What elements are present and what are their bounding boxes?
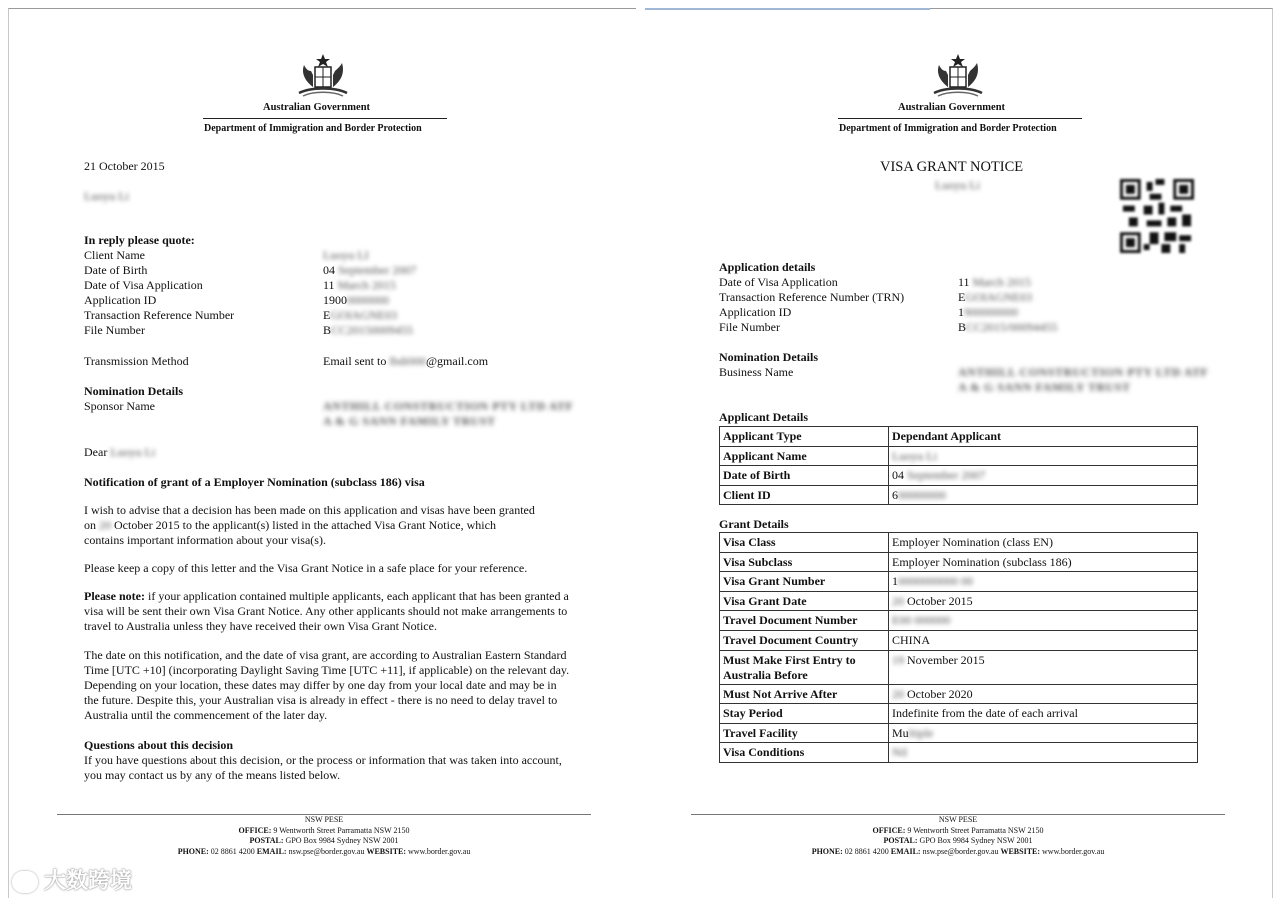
department-name: Department of Immigration and Border Protection [839, 123, 1057, 134]
application-heading: Application details [719, 260, 816, 274]
sponsor-label: Sponsor Name [84, 399, 155, 413]
footer-contact: PHONE: 02 8861 4200 EMAIL: nsw.pse@border.gov.au WEBSITE: www.border.gov.au [177, 846, 471, 856]
salutation: Dear Luoyu Li [84, 445, 156, 459]
table-value: Multiple [889, 723, 1198, 743]
application-label: Date of Visa Application [719, 275, 838, 289]
table-value: Dependant Applicant [889, 427, 1198, 447]
table-value: 10000000000 00 [889, 572, 1198, 592]
header-rule [838, 118, 1082, 119]
questions-heading: Questions about this decision [84, 738, 234, 752]
paragraph-2: Please keep a copy of this letter and the Visa Grant Notice in a safe place for your reference. [84, 561, 528, 575]
table-key: Must Make First Entry to Australia Before [720, 650, 889, 684]
grant-table [719, 532, 1198, 763]
notice-subtitle: Luoyu Li [935, 178, 980, 192]
application-value: 11 March 2015 [958, 275, 1031, 289]
table-value: 19 November 2015 [889, 650, 1198, 684]
table-key: Visa Grant Date [720, 591, 889, 611]
table-row [720, 650, 1198, 684]
quote-label: Application ID [84, 293, 157, 307]
table-value: Employer Nomination (subclass 186) [889, 552, 1198, 572]
sponsor-name-line-1: ANTHILL CONSTRUCTION PTY LTD ATF [323, 399, 574, 413]
table-key: Stay Period [720, 704, 889, 724]
application-value: 1900000000 [958, 305, 1018, 319]
table-row [720, 466, 1198, 486]
quote-label: Date of Visa Application [84, 278, 203, 292]
quote-label: Client Name [84, 248, 145, 262]
table-row [720, 723, 1198, 743]
footer-contact: PHONE: 02 8861 4200 EMAIL: nsw.pse@border.gov.au WEBSITE: www.border.gov.au [811, 846, 1105, 856]
footer [691, 815, 1225, 857]
notice-page [645, 8, 1273, 898]
table-row [720, 572, 1198, 592]
application-value: EGOIAGNE03 [958, 290, 1032, 304]
footer-office: OFFICE: 9 Wentworth Street Parramatta NSW 2150 [872, 825, 1044, 835]
paragraph-3: Please note: if your application contained multiple applicants, each applicant that has been granted a visa will be sent their own Visa Grant Notice. Any other applicants should not make arrangements to travel to Australia unless they have received their own Visa Grant Notice. [84, 589, 569, 633]
table-row [720, 485, 1198, 505]
letter-page [8, 8, 636, 898]
quote-value: 04 September 2007 [323, 263, 417, 277]
table-value: Employer Nomination (class EN) [889, 533, 1198, 553]
grant-heading: Grant Details [719, 517, 789, 531]
business-label: Business Name [719, 365, 794, 379]
table-value: Luoyu Li [889, 446, 1198, 466]
quote-label: Transaction Reference Number [84, 308, 235, 322]
table-row [720, 611, 1198, 631]
table-value: CHINA [889, 630, 1198, 650]
table-key: Visa Grant Number [720, 572, 889, 592]
paragraph-1-line-3: contains important information about your visa(s). [84, 533, 326, 547]
table-key: Client ID [720, 485, 889, 505]
gov-name: Australian Government [898, 102, 1006, 113]
scroll-indicator [645, 8, 930, 10]
transmission-label: Transmission Method [84, 354, 189, 368]
table-row [720, 552, 1198, 572]
department-name: Department of Immigration and Border Protection [204, 123, 422, 134]
table-row [720, 630, 1198, 650]
table-key: Must Not Arrive After [720, 684, 889, 704]
table-key: Visa Subclass [720, 552, 889, 572]
notification-title: Notification of grant of a Employer Nomination (subclass 186) visa [84, 475, 425, 489]
quote-value: Luoyu LI [323, 248, 369, 262]
footer-office: OFFICE: 9 Wentworth Street Parramatta NSW 2150 [238, 825, 410, 835]
table-value: 04 September 2007 [889, 466, 1198, 486]
table-key: Visa Class [720, 533, 889, 553]
application-value: BCC2015/00094455 [958, 320, 1058, 334]
addressee: Luoyu Li [84, 189, 129, 203]
watermark-logo-icon [12, 871, 38, 893]
coat-of-arms-icon [926, 51, 990, 101]
coat-of-arms-icon [291, 51, 355, 101]
table-row [720, 427, 1198, 447]
letter-date: 21 October 2015 [84, 159, 165, 173]
footer-office-name: NSW PESE [938, 815, 978, 824]
footer-postal: POSTAL: GPO Box 9984 Sydney NSW 2001 [249, 836, 399, 845]
quote-label: File Number [84, 323, 145, 337]
table-row [720, 446, 1198, 466]
business-name-line-2: A & G SANN FAMILY TRUST [958, 380, 1131, 394]
gov-name: Australian Government [263, 102, 371, 113]
quote-value: 11 March 2015 [323, 278, 396, 292]
quote-value: BCC20150009455 [323, 323, 414, 337]
table-key: Applicant Type [720, 427, 889, 447]
notice-title: VISA GRANT NOTICE [880, 159, 1024, 175]
applicant-table [719, 426, 1198, 505]
table-value: 600000000 [889, 485, 1198, 505]
application-label: Transaction Reference Number (TRN) [719, 290, 905, 304]
footer-postal: POSTAL: GPO Box 9984 Sydney NSW 2001 [883, 836, 1033, 845]
nomination-heading: Nomination Details [84, 384, 183, 398]
table-key: Travel Document Country [720, 630, 889, 650]
business-name-line-1: ANTHILL CONSTRUCTION PTY LTD ATF [958, 365, 1209, 379]
table-key: Date of Birth [720, 466, 889, 486]
quote-value: 19000000000 [323, 293, 389, 307]
paragraph-1-line-1: I wish to advise that a decision has been made on this application and visas have been granted [84, 503, 535, 517]
applicant-heading: Applicant Details [719, 410, 809, 424]
transmission-value: Email sent to lbdi000@gmail.com [323, 354, 489, 368]
table-value: 20 October 2015 [889, 591, 1198, 611]
header-rule [203, 118, 447, 119]
table-key: Applicant Name [720, 446, 889, 466]
table-value: E00 000000 [889, 611, 1198, 631]
watermark-text: 大数跨境 [44, 869, 133, 894]
table-value: Nil [889, 743, 1198, 763]
table-row [720, 704, 1198, 724]
paragraph-5: If you have questions about this decision, or the process or information that was taken into account, you may contact us by any of the means listed below. [84, 753, 562, 782]
table-key: Travel Facility [720, 723, 889, 743]
qr-code-icon [1120, 179, 1194, 253]
application-label: File Number [719, 320, 780, 334]
footer [57, 815, 591, 857]
table-row [720, 684, 1198, 704]
paragraph-1-line-2: on 20 October 2015 to the applicant(s) listed in the attached Visa Grant Notice, which [84, 518, 496, 532]
quote-label: Date of Birth [84, 263, 148, 277]
watermark [12, 864, 132, 895]
table-row [720, 743, 1198, 763]
table-value: 20 October 2020 [889, 684, 1198, 704]
footer-office-name: NSW PESE [304, 815, 344, 824]
paragraph-4: The date on this notification, and the date of visa grant, are according to Australian Eastern Standard Time [UTC +10] (incorporating Daylight Saving Time [UTC +11], if applicable) on the relevant day. Depending on your location, these dates may differ by one day from your local date and may be in the future. Despite this, your Australian visa is already in effect - there is no need to delay travel to Australia until the commencement of the later day. [84, 648, 570, 722]
table-row [720, 533, 1198, 553]
quote-value: EGOIAGNE03 [323, 308, 397, 322]
table-key: Travel Document Number [720, 611, 889, 631]
table-value: Indefinite from the date of each arrival [889, 704, 1198, 724]
application-label: Application ID [719, 305, 792, 319]
nomination-heading: Nomination Details [719, 350, 818, 364]
table-row [720, 591, 1198, 611]
sponsor-name-line-2: A & G SANN FAMILY TRUST [323, 414, 496, 428]
reply-heading: In reply please quote: [84, 233, 195, 247]
table-key: Visa Conditions [720, 743, 889, 763]
